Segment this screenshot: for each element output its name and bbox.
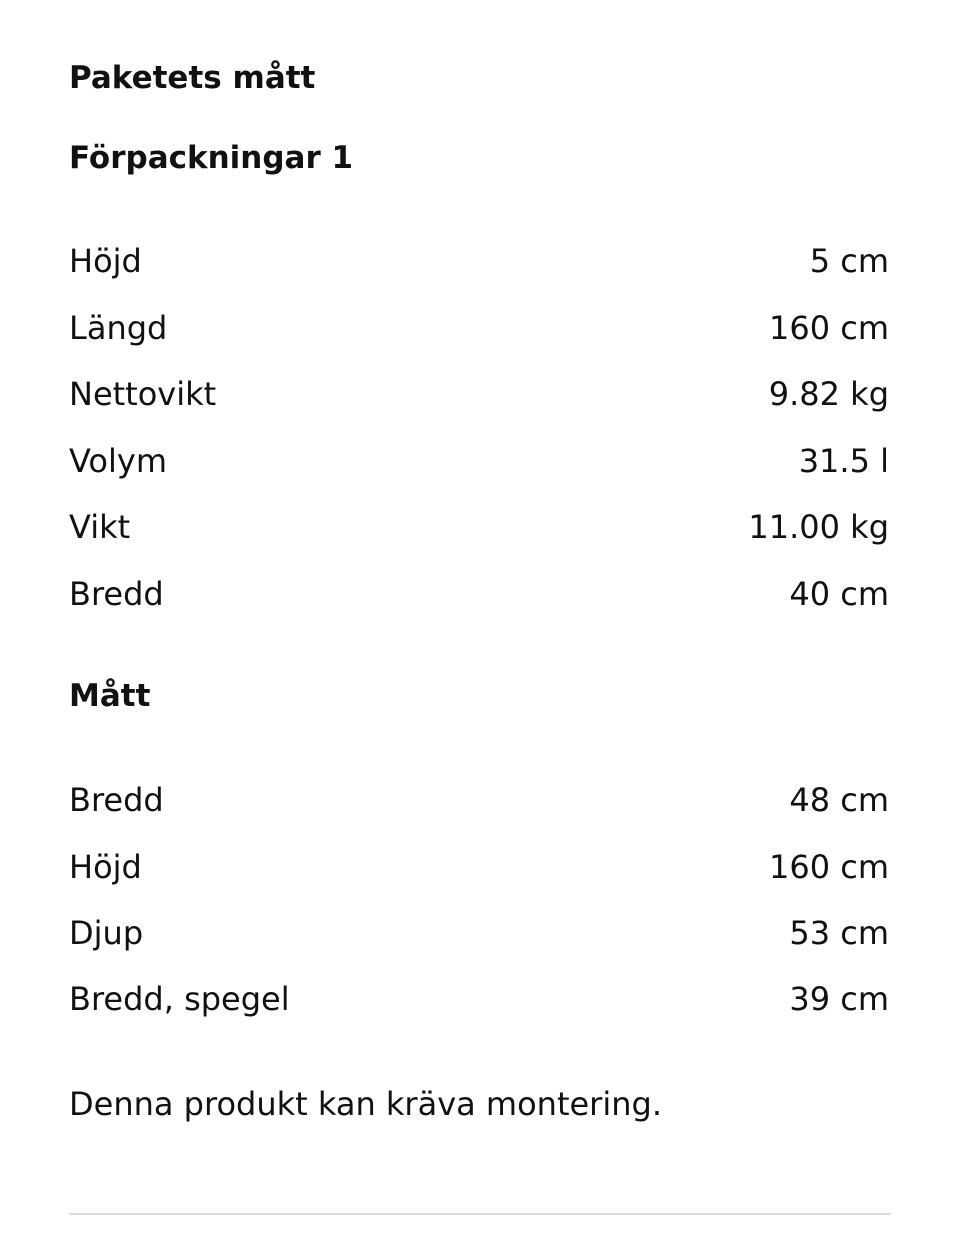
- package-dimensions-title: Paketets mått: [69, 60, 316, 96]
- row-label: Bredd, spegel: [69, 980, 290, 1018]
- row-value: 40 cm: [789, 575, 889, 613]
- row-label: Höjd: [69, 848, 142, 886]
- product-row-depth: [69, 911, 889, 955]
- package-row-weight: [69, 505, 889, 549]
- row-label: Volym: [69, 442, 167, 480]
- package-row-volume: [69, 439, 889, 483]
- row-label: Djup: [69, 914, 144, 952]
- row-label: Vikt: [69, 508, 131, 546]
- package-row-width: [69, 572, 889, 616]
- row-label: Bredd: [69, 575, 164, 613]
- package-row-height: [69, 239, 889, 283]
- package-row-length: [69, 306, 889, 350]
- row-label: Höjd: [69, 242, 142, 280]
- row-value: 9.82 kg: [768, 375, 889, 413]
- row-label: Längd: [69, 309, 168, 347]
- product-row-width: [69, 778, 889, 822]
- row-value: 160 cm: [768, 848, 889, 886]
- row-label: Bredd: [69, 781, 164, 819]
- row-value: 39 cm: [789, 980, 889, 1018]
- row-value: 53 cm: [789, 914, 889, 952]
- product-row-height: [69, 845, 889, 889]
- row-value: 11.00 kg: [748, 508, 889, 546]
- product-row-mirror-width: [69, 977, 889, 1021]
- section-divider: [69, 1213, 891, 1215]
- row-label: Nettovikt: [69, 375, 217, 413]
- row-value: 5 cm: [809, 242, 889, 280]
- product-dimensions-title: Mått: [69, 678, 151, 714]
- row-value: 48 cm: [789, 781, 889, 819]
- packages-count-label: Förpackningar 1: [69, 140, 354, 176]
- assembly-note: Denna produkt kan kräva montering.: [69, 1085, 662, 1123]
- row-value: 160 cm: [768, 309, 889, 347]
- row-value: 31.5 l: [798, 442, 889, 480]
- package-row-net-weight: [69, 372, 889, 416]
